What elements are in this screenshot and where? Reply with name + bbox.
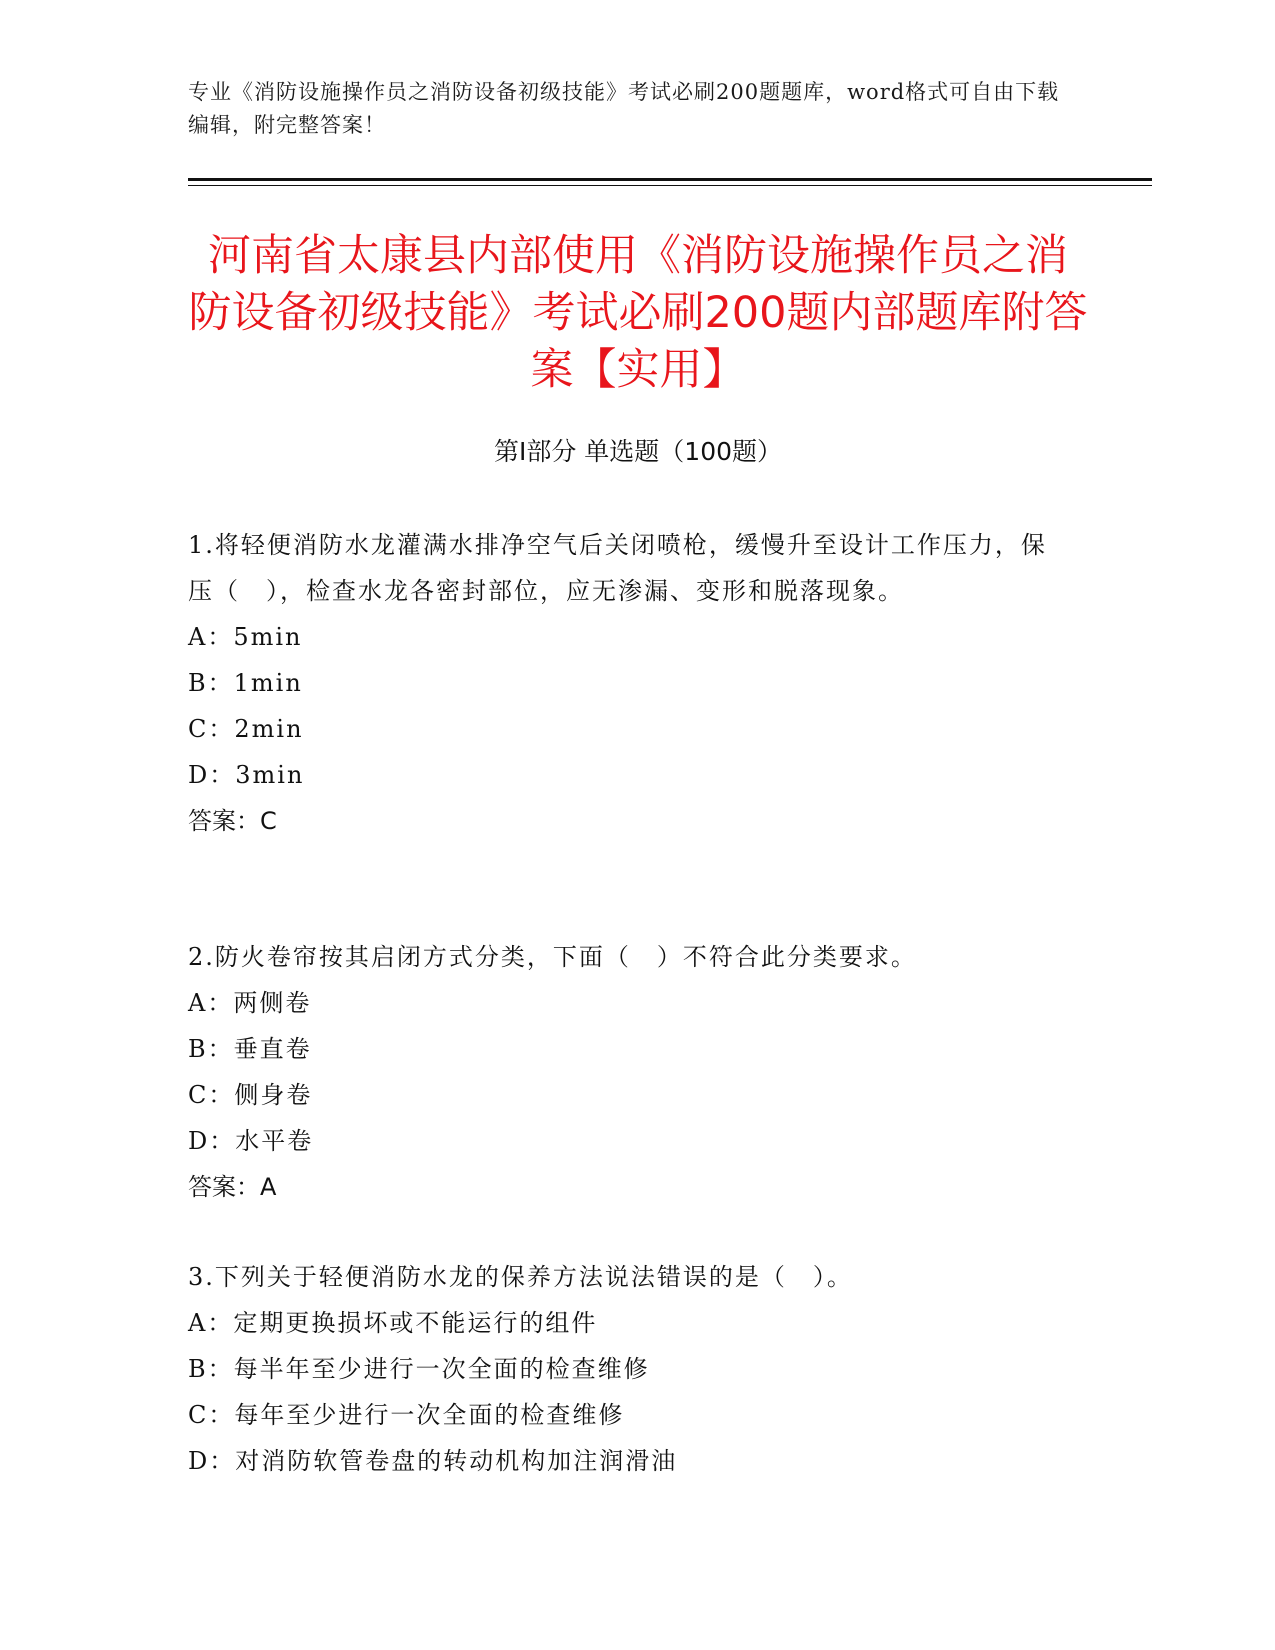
question-stem: 1.将轻便消防水龙灌满水排净空气后关闭喷枪，缓慢升至设计工作压力，保压（ ），检查水龙各密封部位，应无渗漏、变形和脱落现象。 [188,531,1047,605]
question-stem: 2.防火卷帘按其启闭方式分类，下面（ ）不符合此分类要求。 [188,943,917,971]
answer: 答案：A [188,1173,277,1201]
header-divider-thick [188,178,1152,181]
question-1 [188,522,1068,844]
option-c: C：每年至少进行一次全面的检查维修 [188,1401,625,1429]
option-d: D：对消防软管卷盘的转动机构加注润滑油 [188,1447,678,1475]
document-title: 河南省太康县内部使用《消防设施操作员之消防设备初级技能》考试必刷200题内部题库附答案【实用】 [188,231,1088,395]
question-2 [188,934,1068,1210]
question-3 [188,1254,1068,1484]
option-d: D：3min [188,761,305,789]
option-b: B：每半年至少进行一次全面的检查维修 [188,1355,650,1383]
answer: 答案：C [188,807,277,835]
header-divider-thin [188,185,1152,186]
option-b: B：垂直卷 [188,1035,312,1063]
option-a: A：两侧卷 [188,989,312,1017]
option-a: A：定期更换损坏或不能运行的组件 [188,1309,598,1337]
question-stem: 3.下列关于轻便消防水龙的保养方法说法错误的是（ ）。 [188,1263,853,1291]
option-a: A：5min [188,623,303,651]
option-d: D：水平卷 [188,1127,314,1155]
option-b: B：1min [188,669,303,697]
option-c: C：侧身卷 [188,1081,313,1109]
header-note: 专业《消防设施操作员之消防设备初级技能》考试必刷200题题库，word格式可自由下载编辑，附完整答案！ [188,80,1060,137]
section-heading: 第Ⅰ部分 单选题（100题） [493,437,783,466]
option-c: C：2min [188,715,304,743]
